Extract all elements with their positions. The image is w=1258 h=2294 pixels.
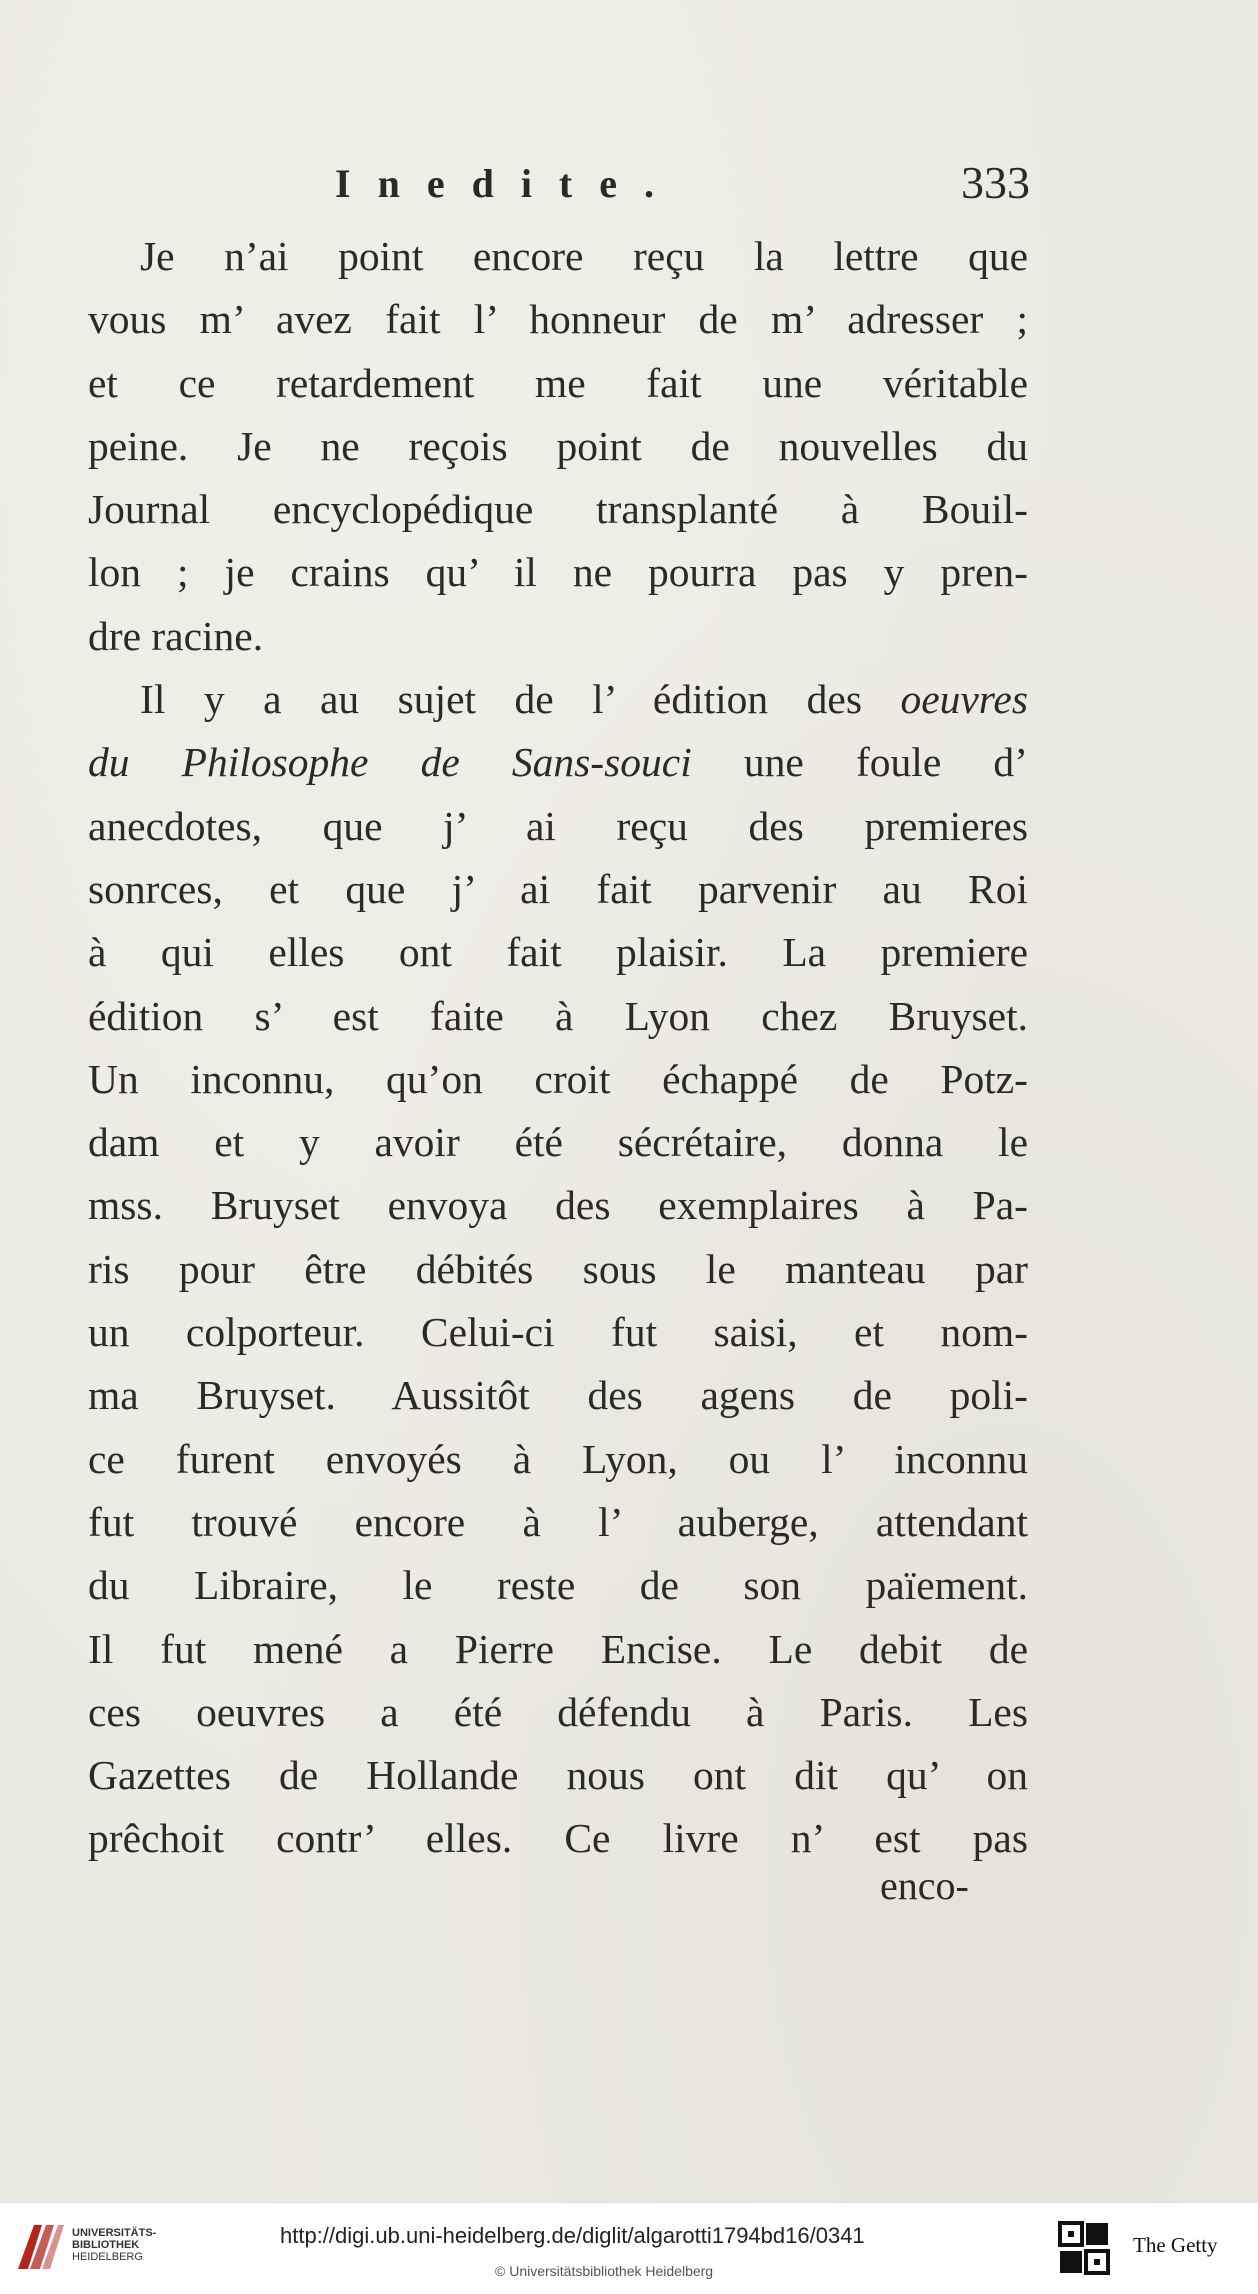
text-line: Gazettes de Hollande nous ont dit qu’ on — [88, 1752, 1028, 1799]
text-line: ces oeuvres a été défendu à Paris. Les — [88, 1688, 1028, 1735]
text-line: édition s’ est faite à Lyon chez Bruyset. — [88, 992, 1028, 1039]
university-library-logo-icon — [14, 2217, 66, 2277]
text-line: anecdotes, que j’ ai reçu des premieres — [88, 802, 1028, 849]
text-line: vous m’ avez fait l’ honneur de m’ adresser ; — [88, 296, 1028, 343]
getty-label: The Getty — [1133, 2233, 1218, 2257]
page-number: 333 — [961, 157, 1030, 208]
text-line: du Libraire, le reste de son païement. — [88, 1562, 1028, 1609]
page-header — [110, 157, 1030, 220]
text-line: Je n’ai point encore reçu la lettre que — [140, 233, 1028, 279]
text-line: du Philosophe de Sans-souci une foule d’ — [88, 739, 1028, 786]
text-line: lon ; je crains qu’ il ne pourra pas y pren- — [88, 549, 1028, 596]
catchword: enco- — [880, 1863, 969, 1908]
text-line: mss. Bruyset envoya des exemplaires à Pa- — [88, 1182, 1028, 1229]
viewer-footer — [0, 2202, 1258, 2294]
text-line: ris pour être débités sous le manteau par — [88, 1245, 1028, 1292]
text-line: dam et y avoir été sécrétaire, donna le — [88, 1119, 1028, 1166]
text-line: à qui elles ont fait plaisir. La premiere — [88, 929, 1028, 976]
text-line: Journal encyclopédique transplanté à Bouil- — [88, 486, 1028, 533]
text-line: Un inconnu, qu’on croit échappé de Potz- — [88, 1055, 1028, 1102]
library-name: UNIVERSITÄTS- BIBLIOTHEK HEIDELBERG — [72, 2227, 157, 2263]
copyright-notice: © Universitätsbibliothek Heidelberg — [495, 2263, 714, 2279]
text-line: Il fut mené a Pierre Encise. Le debit de — [88, 1625, 1028, 1672]
body-text — [88, 225, 1028, 1871]
text-line: peine. Je ne reçois point de nouvelles du — [88, 422, 1028, 469]
source-url-link[interactable]: http://digi.ub.uni-heidelberg.de/diglit/algarotti1794bd16/0341 — [280, 2223, 865, 2248]
running-head: Inedite. — [335, 161, 681, 206]
text-line: sonrces, et que j’ ai fait parvenir au Roi — [88, 865, 1028, 912]
getty-logo-icon — [1058, 2221, 1110, 2279]
text-line: ce furent envoyés à Lyon, ou l’ inconnu — [88, 1435, 1028, 1482]
text-line: dre racine. — [88, 612, 264, 659]
text-line: et ce retardement me fait une véritable — [88, 359, 1028, 406]
text-line: Il y a au sujet de l’ édition des oeuvres — [140, 676, 1028, 723]
text-line: fut trouvé encore à l’ auberge, attendant — [88, 1498, 1028, 1545]
text-line: ma Bruyset. Aussitôt des agens de poli- — [88, 1372, 1028, 1419]
text-line: prêchoit contr’ elles. Ce livre n’ est pas — [88, 1815, 1028, 1862]
text-line: un colporteur. Celui-ci fut saisi, et nom- — [88, 1309, 1028, 1356]
